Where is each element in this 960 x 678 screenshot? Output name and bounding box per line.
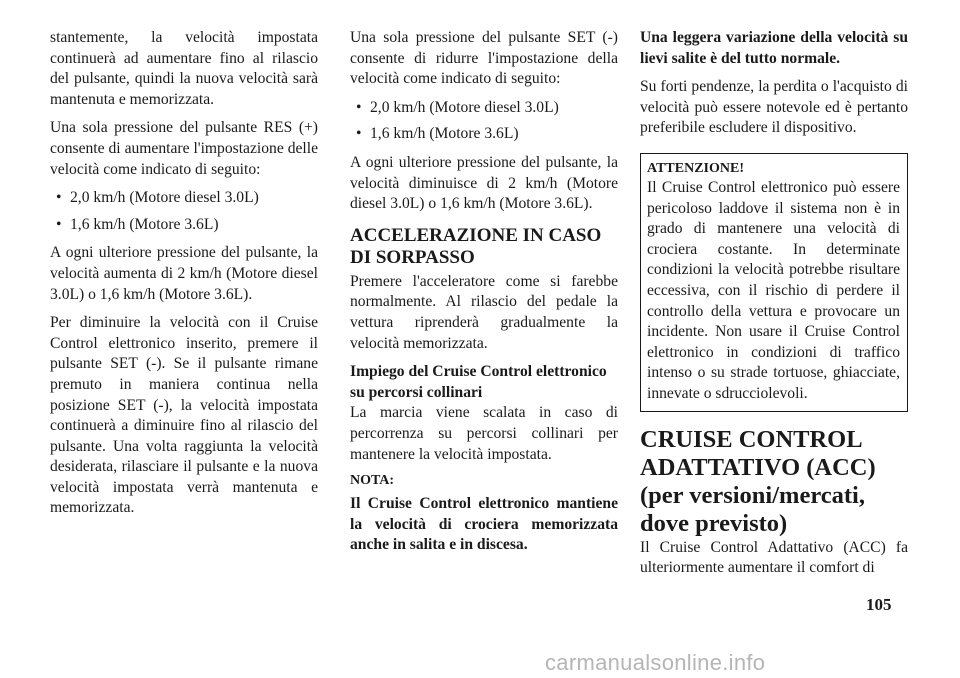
list-item: • 2,0 km/h (Motore diesel 3.0L) — [350, 98, 618, 119]
bullet-list — [50, 188, 318, 235]
paragraph: A ogni ulteriore pressione del pulsante, la velocità diminuisce di 2 km/h (Motore diesel 3.0L) o 1,6 km/h (Motore 3.6L). — [350, 153, 618, 213]
page-number: 105 — [866, 595, 892, 614]
paragraph: La marcia viene scalata in caso di percorrenza su percorsi collinari per mantenere la velocità impostata. — [350, 404, 618, 463]
note-label: NOTA: — [350, 473, 395, 489]
watermark: carmanualsonline.info — [545, 650, 766, 675]
paragraph: Per diminuire la velocità con il Cruise Control elettronico inserito, premere il pulsante SET (-). Se il pulsante rimane premuto in maniera continua nella posizione SET (-), la velocità impostata continuerà a diminuire fino al rilascio del pulsante. Una volta raggiunta la velocità desiderata, rilasciare il pulsante e la nuova velocità impostata verrà mantenuta e memorizzata. — [50, 314, 318, 517]
column-3 — [640, 28, 908, 587]
note-text: Il Cruise Control elettronico mantiene la velocità di crociera memorizzata anche in salita e in discesa. — [350, 495, 618, 554]
warning-title: ATTENZIONE! — [647, 160, 744, 176]
bullet-icon: • — [356, 125, 362, 143]
paragraph: Su forti pendenze, la perdita o l'acquisto di velocità può essere notevole ed è pertanto preferibile escludere il dispositivo. — [640, 78, 908, 137]
sub-heading: Impiego del Cruise Control elettronico su percorsi collinari — [350, 363, 607, 401]
chapter-heading: CRUISE CONTROL ADATTATIVO (ACC) (per versioni/mercati, dove previsto) — [640, 425, 876, 537]
list-item: • 2,0 km/h (Motore diesel 3.0L) — [50, 188, 318, 209]
paragraph: Una sola pressione del pulsante SET (-) consente di ridurre l'impostazione della velocità come indicato di seguito: — [350, 29, 618, 88]
bullet-icon: • — [56, 215, 62, 233]
bullet-list — [350, 98, 618, 145]
bullet-icon: • — [356, 98, 362, 116]
warning-text: Il Cruise Control elettronico può essere pericoloso laddove il sistema non è in grado di mantenere una velocità di crociera costante. In determinate condizioni la velocità potrebbe risultare eccessiva, con il rischio di perdere il controllo della vettura e provocare un incidente. Non usare il Cruise Control elettronico in condizioni di traffico intenso o su strade tortuose, ghiacciate, innevate o sdrucciolevoli. — [647, 178, 900, 402]
paragraph: Premere l'acceleratore come si farebbe normalmente. Al rilascio del pedale la vettura riprenderà gradualmente la velocità memorizzata. — [350, 272, 618, 352]
section-heading: ACCELERAZIONE IN CASO DI SORPASSO — [350, 224, 602, 268]
paragraph: Una leggera variazione della velocità su lievi salite è del tutto normale. — [640, 29, 908, 67]
column-1 — [50, 28, 318, 527]
bullet-icon: • — [56, 189, 62, 207]
paragraph: Il Cruise Control Adattativo (ACC) fa ulteriormente aumentare il comfort di — [640, 538, 908, 577]
paragraph: A ogni ulteriore pressione del pulsante, la velocità aumenta di 2 km/h (Motore diesel 3.0L) o 1,6 km/h (Motore 3.6L). — [50, 244, 318, 303]
list-item: • 1,6 km/h (Motore 3.6L) — [350, 124, 618, 145]
paragraph: Una sola pressione del pulsante RES (+) consente di aumentare l'impostazione delle velocità come indicato di seguito: — [50, 119, 318, 178]
warning-box — [640, 153, 908, 412]
list-item: • 1,6 km/h (Motore 3.6L) — [50, 215, 318, 236]
paragraph: stantemente, la velocità impostata continuerà ad aumentare fino al rilascio del pulsante, quindi la nuova velocità sarà mantenuta e memorizzata. — [50, 29, 318, 108]
column-2 — [350, 28, 618, 564]
